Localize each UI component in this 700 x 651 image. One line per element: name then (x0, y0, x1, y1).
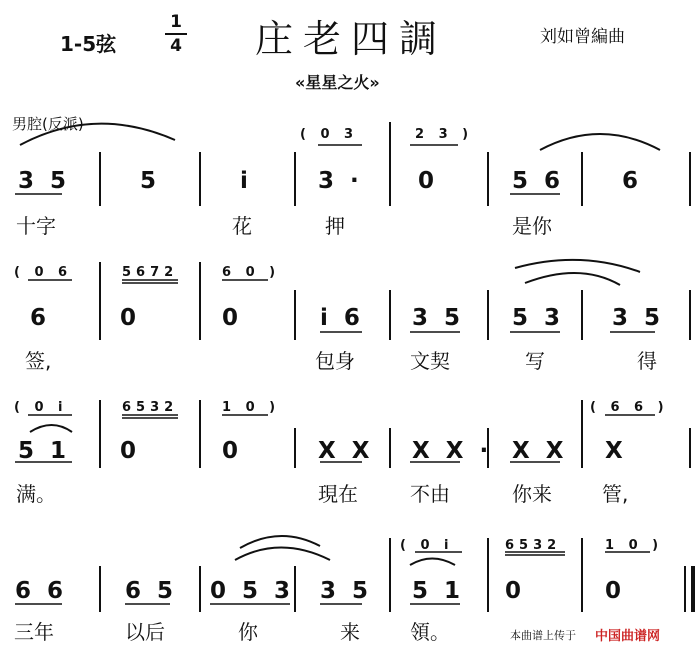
melody-note: 0 (418, 168, 439, 194)
lyric: 包身 (315, 349, 355, 373)
lyric: 花 (232, 214, 252, 238)
lyric: 三年 (14, 620, 54, 644)
melody-note: 0 5 3 (210, 578, 295, 604)
accomp-note: 5672 (122, 265, 179, 280)
accomp-note: ( 0 3 (300, 127, 359, 142)
melody-note: 0 (120, 438, 141, 464)
lyric: 是你 (512, 214, 552, 238)
melody-note: 5 (140, 168, 161, 194)
lyric: 以后 (125, 620, 165, 644)
melody-note: 5 6 (512, 168, 565, 194)
accomp-note: ( 0 i (14, 400, 68, 415)
melody-note: 0 (505, 578, 526, 604)
accomp-note: ( 6 6 ) (590, 400, 669, 415)
lyric: 写 (525, 349, 545, 373)
melody-note: 3 5 (18, 168, 71, 194)
footer-text: 本曲谱上传于 (510, 629, 576, 642)
accomp-note: 6532 (505, 538, 562, 553)
lyric: 签, (25, 349, 52, 373)
melody-note: X X (318, 438, 374, 464)
melody-note: 3 5 (612, 305, 665, 331)
accomp-note: ( 0 i (400, 538, 454, 553)
page-title: 庄老四調 (255, 17, 448, 61)
lyric: 現在 (318, 482, 358, 506)
melody-note: i 6 (320, 305, 364, 331)
melody-note: 3 5 (412, 305, 465, 331)
melody-note: i (240, 168, 252, 194)
accomp-note: ( 0 6 (14, 265, 73, 280)
lyric: 满。 (16, 482, 56, 506)
lyric: 管, (602, 482, 629, 506)
lyric: 不由 (410, 482, 450, 506)
time-top: 1 (170, 12, 182, 32)
accomp-note: 6 0 ) (222, 265, 281, 280)
lyric: 十字 (16, 214, 56, 238)
melody-note: 3 5 (320, 578, 373, 604)
lyric: 領。 (410, 620, 450, 644)
lyric: 押 (325, 214, 345, 238)
key-signature: 1-5弦 (60, 32, 117, 56)
melody-note: X X (512, 438, 568, 464)
lyric: 你来 (512, 482, 552, 506)
accomp-note: 6532 (122, 400, 179, 415)
melody-note: X X · (412, 438, 493, 464)
melody-note: 5 1 (18, 438, 71, 464)
melody-note: 0 (222, 305, 243, 331)
lyric: 你 (238, 620, 258, 644)
melody-note: 5 3 (512, 305, 565, 331)
melody-note: 3 · (318, 168, 363, 194)
melody-note: 5 1 (412, 578, 465, 604)
voice-label: 男腔(反派) (12, 115, 84, 133)
melody-note: 0 (120, 305, 141, 331)
melody-note: 6 (622, 168, 643, 194)
lyric: 来 (340, 620, 360, 644)
melody-note: 6 5 (125, 578, 178, 604)
lyric: 文契 (410, 349, 450, 373)
melody-note: 0 (605, 578, 626, 604)
site-logo: 中国曲谱网 (595, 629, 661, 644)
accomp-note: 1 0 ) (605, 538, 664, 553)
composer: 刘如曾編曲 (540, 27, 625, 47)
accomp-note: 2 3 ) (415, 127, 474, 142)
melody-note: 6 6 (15, 578, 68, 604)
accomp-note: 1 0 ) (222, 400, 281, 415)
melody-note: 6 (30, 305, 51, 331)
time-bottom: 4 (170, 36, 182, 56)
subtitle: «星星之火» (295, 73, 380, 92)
melody-note: 0 (222, 438, 243, 464)
lyric: 得 (637, 349, 657, 373)
melody-note: X (605, 438, 627, 464)
